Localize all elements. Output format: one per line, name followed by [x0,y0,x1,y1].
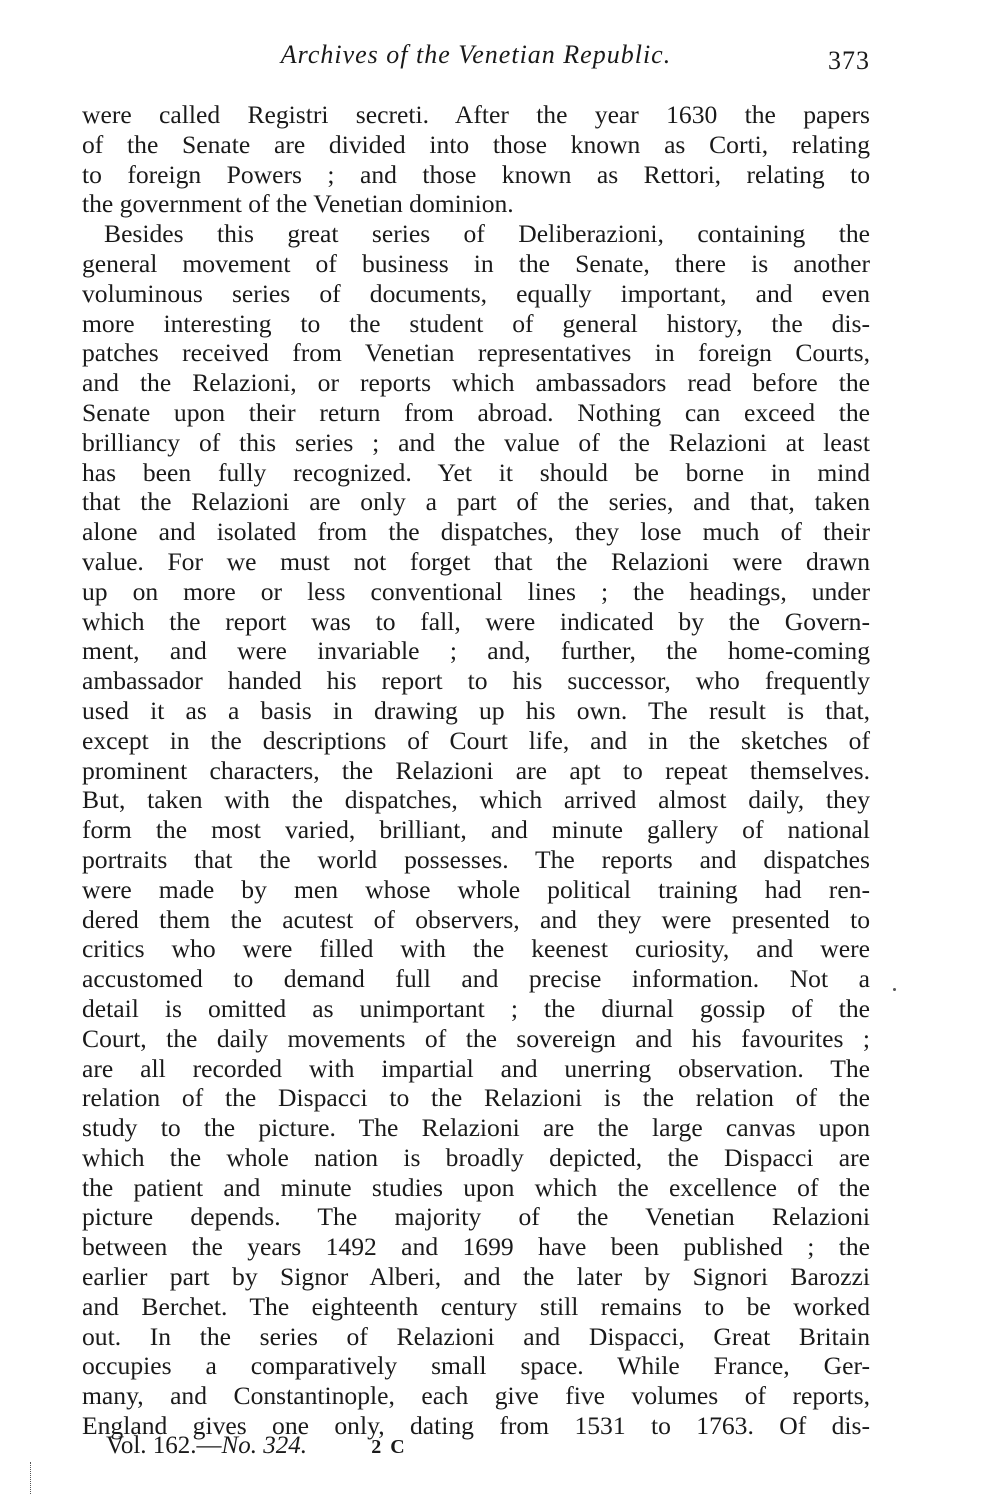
text-line: of the Senate are divided into those known as Corti, relating [82,129,870,159]
text-line: except in the descriptions of Court life, and in the sketches of [82,725,870,755]
text-line: voluminous series of documents, equally important, and even [82,278,870,308]
page-number: 373 [828,46,870,75]
text-line: were made by men whose whole political training had ren- [82,874,870,904]
text-line: occupies a comparatively small space. While France, Ger- [82,1351,870,1381]
text-line: ment, and were invariable ; and, further, the home-coming [82,636,870,666]
running-title: Archives of the Venetian Republic. [280,40,672,69]
text-line: the patient and minute studies upon which the excellence of the [82,1172,870,1202]
text-line: has been fully recognized. Yet it should be borne in mind [82,457,870,487]
text-line: study to the picture. The Relazioni are the large canvas upon [82,1113,870,1143]
text-line: and Berchet. The eighteenth century still remains to be worked [82,1291,870,1321]
printer-signature: 2 C [371,1436,407,1458]
text-line: and the Relazioni, or reports which ambassadors read before the [82,368,870,398]
page-footer [106,1432,806,1460]
text-line: accustomed to demand full and precise information. Not a [82,964,870,994]
text-line: to foreign Powers ; and those known as Rettori, relating to [82,159,870,189]
running-head [82,40,870,80]
paragraph-2 [82,219,870,1441]
text-line: that the Relazioni are only a part of the series, and that, taken [82,487,870,517]
text-line: earlier part by Signor Alberi, and the later by Signori Barozzi [82,1262,870,1292]
text-line: up on more or less conventional lines ; the headings, under [82,576,870,606]
text-line: Senate upon their return from abroad. Nothing can exceed the [82,397,870,427]
text-line: prominent characters, the Relazioni are apt to repeat themselves. [82,755,870,785]
text-line: are all recorded with impartial and unerring observation. The [82,1053,870,1083]
footer-volume [106,1432,307,1460]
text-line: which the whole nation is broadly depicted, the Dispacci are [82,1142,870,1172]
text-line: portraits that the world possesses. The reports and dispatches [82,844,870,874]
text-line: the government of the Venetian dominion. [82,189,514,219]
text-line: Besides this great series of Deliberazioni, containing the [104,219,870,249]
text-line: England gives one only, dating from 1531 to 1763. Of dis- [82,1411,870,1441]
text-line: dered them the acutest of observers, and they were presented to [82,904,870,934]
text-line: patches received from Venetian representatives in foreign Courts, [82,338,870,368]
text-line: But, taken with the dispatches, which arrived almost daily, they [82,785,870,815]
text-line: which the report was to fall, were indicated by the Govern- [82,606,870,636]
margin-mark [30,1462,32,1494]
text-line: used it as a basis in drawing up his own. The result is that, [82,695,870,725]
text-line: out. In the series of Relazioni and Dispacci, Great Britain [82,1321,870,1351]
text-line: value. For we must not forget that the Relazioni were drawn [82,546,870,576]
text-line: many, and Constantinople, each give five volumes of reports, [82,1381,870,1411]
text-line: more interesting to the student of general history, the dis- [82,308,870,338]
text-line: relation of the Dispacci to the Relazioni is the relation of the [82,1083,870,1113]
text-line: form the most varied, brilliant, and minute gallery of national [82,815,870,845]
margin-dot [893,988,896,991]
text-line: picture depends. The majority of the Venetian Relazioni [82,1202,870,1232]
text-line: between the years 1492 and 1699 have been published ; the [82,1232,870,1262]
text-line: critics who were filled with the keenest curiosity, and were [82,934,870,964]
text-line: ambassador handed his report to his successor, who frequently [82,666,870,696]
text-line: Court, the daily movements of the sovereign and his favourites ; [82,1023,870,1053]
text-line: were called Registri secreti. After the year 1630 the papers [82,100,870,129]
text-line: general movement of business in the Senate, there is another [82,248,870,278]
volume-label: Vol. 162.— [106,1432,222,1459]
paragraph-1 [82,100,870,219]
issue-number: No. 324. [221,1432,307,1459]
text-line: detail is omitted as unimportant ; the diurnal gossip of the [82,993,870,1023]
text-line: alone and isolated from the dispatches, they lose much of their [82,517,870,547]
body-text [82,100,870,1441]
text-line: brilliancy of this series ; and the value of the Relazioni at least [82,427,870,457]
